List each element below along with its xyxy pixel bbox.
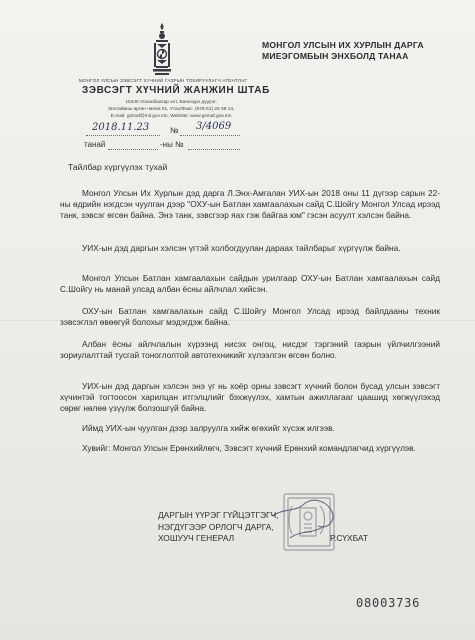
agency-parent-name: МОНГОЛ УЛСЫН ЗЭВСЭГТ ХҮЧНИЙ ГАЗРЫН ТОХИРУУЛАГЧ АГЕНТЛАГ — [78, 78, 248, 83]
tanai-underline — [108, 149, 158, 150]
recipient-title: МОНГОЛ УЛСЫН ИХ ХУРЛЫН ДАРГА — [262, 40, 424, 50]
signatory-rank-line: ХОШУУЧ ГЕНЕРАЛ — [158, 533, 235, 543]
ny-number-underline — [188, 149, 240, 150]
signatory-title-block — [158, 510, 279, 545]
handwritten-date: 2018.11.23 — [92, 122, 150, 133]
number-underline — [180, 135, 240, 136]
body-paragraph: Иймд УИХ-ын чуулган дээр залруулга хийж өгөхийг хүсэж илгээв. — [82, 423, 335, 433]
date-underline — [86, 135, 160, 136]
recipient-name: МИЕЭГОМБЫН ЭНХБОЛД ТАНАА — [262, 51, 409, 61]
address-line: 15340 Улаанбаатар хот, Баянзүрх дүүрэг, — [125, 100, 217, 105]
signatory-title-line: НЭГДҮГЭЭР ОРЛОГЧ ДАРГА, — [158, 521, 274, 532]
body-paragraph: ОХУ-ын Батлан хамгаалахын сайд С.Шойгу Монгол Улсад ирээд байлдааны техник зэвсэглэл өвөөгүй болохыг мэдэгдэж байна. — [60, 306, 440, 328]
handwritten-number: 3/4069 — [196, 121, 232, 132]
soyombo-emblem-icon — [150, 22, 174, 78]
page-fold-line — [0, 320, 475, 321]
serial-number: 08003736 — [356, 596, 421, 610]
body-paragraph: Албан ёсны айлчлалын хүрээнд нисэх онгоц, нисдэг тэргэний гаэрын үйлчилгээний зориулалттай тусгай тоноглолтой автотехникийг хүлээлгэн өгсөн болно. — [60, 339, 440, 361]
official-stamp-icon — [270, 486, 346, 556]
agency-name: ЗЭВСЭГТ ХҮЧНИЙ ЖАНЖИН ШТАБ — [82, 85, 270, 96]
subject-line: Тайлбар хүргүүлэх тухай — [68, 162, 168, 172]
signatory-name: Р.СҮХБАТ — [330, 533, 368, 543]
tanai-label: танай — [84, 140, 106, 149]
carbon-copy-note: Хувийг: Монгол Улсын Ерөнхийлөгч, Зэвсэгт хүчний Ерөнхий командлагчид хүргүүлэв. — [82, 443, 416, 453]
body-paragraph: УИХ-ын дэд даргын хэлсэн энэ үг нь хоёр орны зэвсэгт хүчний болон бусад улсын зэвсэгт хүчинтэй тогтоосон харилцан итгэлцлийг бэхжүүлэх, хамтын ажиллагааг цаашид хөгжүүлэхэд сөрөг нөлөө үзүүлж болзошгүй байна. — [60, 381, 440, 414]
body-paragraph: УИХ-ын дэд даргын хэлсэн үгтэй холбогдуулан дараах тайлбарыг хүргүүлж байна. — [82, 243, 401, 253]
address-line: E-mail: gsmaf@mil.gov.mn, Website: www.gsmaf.gov.mn — [110, 114, 232, 119]
number-label: № — [170, 126, 179, 135]
address-line: Энхтайвны өргөн чөлөө 51, Утас/Факс: (976-51) 26 59 14, — [107, 107, 235, 112]
signatory-title-line: ДАРГЫН ҮҮРЭГ ГҮЙЦЭТГЭГЧ, — [158, 510, 279, 520]
ny-number-label: -ны № — [160, 140, 184, 149]
body-paragraph: Монгол Улсын Батлан хамгаалахын сайдын урилгаар ОХУ-ын Батлан хамгаалахын сайд С.Шойгу нь манай улсад албан ёсны айлчлал хийсэн. — [60, 273, 440, 295]
body-paragraph: Монгол Улсын Их Хурлын дэд дарга Л.Энх-Амгалан УИХ-ын 2018 оны 11 дүгээр сарын 22-ны өдрийн нэгдсэн чуулган дээр "ОХУ-ын Батлан хамгаалахын сайд С.Шойгу Монгол Улсад ирээд танк, зэвсэг өгсөн байна. Энэ танк, зэвсгээр яах гэж байгаа юм" гэсэн асуулт хэлсэн байна. — [60, 188, 440, 221]
